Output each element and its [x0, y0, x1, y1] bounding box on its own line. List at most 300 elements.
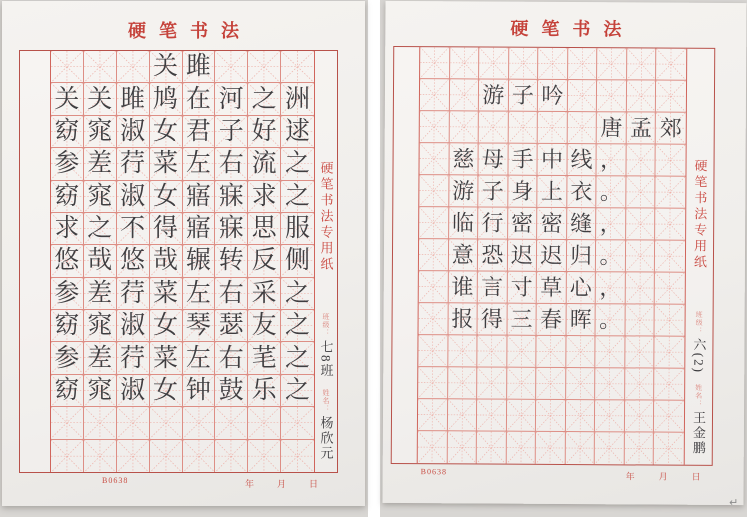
- grid-cell: [150, 407, 183, 439]
- grid-cell: [568, 48, 598, 80]
- grid-cell: [84, 83, 117, 115]
- handwritten-character: 线: [570, 146, 593, 172]
- grid-cell: [51, 375, 84, 407]
- grid-cell: [117, 342, 150, 374]
- grid-cell: [597, 112, 627, 144]
- grid-cell: [508, 176, 538, 208]
- binding-margin: [20, 51, 51, 472]
- grid-cell: [567, 240, 597, 272]
- grid-cell: [597, 48, 627, 80]
- cell-guides-icon: [51, 407, 83, 438]
- paper-code: B0638: [420, 467, 448, 477]
- grid-cell: [537, 304, 567, 336]
- handwritten-character: 辗: [185, 247, 211, 275]
- cell-guides-icon: [477, 399, 506, 430]
- grid-cell: [84, 181, 117, 213]
- sheet-border-box: [19, 50, 338, 473]
- handwritten-character: 逑: [285, 117, 311, 145]
- handwritten-character: 悠: [54, 247, 80, 275]
- handwritten-character: 采: [251, 279, 277, 307]
- cell-guides-icon: [418, 431, 447, 463]
- cell-guides-icon: [509, 48, 538, 79]
- grid-cell: [183, 278, 216, 310]
- cell-guides-icon: [625, 304, 654, 335]
- grid-cell: [281, 51, 314, 83]
- paper-type-label: 硬笔书法专用纸: [318, 161, 334, 273]
- cell-guides-icon: [248, 407, 280, 438]
- handwritten-character: 之: [251, 85, 277, 113]
- grid-cell: [150, 245, 183, 277]
- binding-margin: [392, 47, 421, 463]
- handwritten-character: ，: [599, 210, 622, 236]
- grid-cell: [248, 116, 281, 148]
- handwritten-character: 三: [510, 306, 533, 332]
- cell-guides-icon: [627, 80, 656, 111]
- handwritten-character: 之: [285, 312, 311, 340]
- cell-guides-icon: [625, 400, 654, 431]
- handwritten-character: 谁: [451, 273, 474, 299]
- grid-cell: [281, 116, 314, 148]
- handwritten-character: 左: [185, 150, 211, 178]
- grid-cell: [625, 336, 655, 368]
- cell-guides-icon: [248, 51, 280, 82]
- handwritten-character: 窕: [87, 312, 113, 340]
- grid-cell: [479, 47, 509, 79]
- grid-cell: [538, 48, 568, 80]
- handwritten-character: 春: [540, 306, 563, 332]
- grid-cell: [627, 48, 657, 80]
- grid-cell: [654, 401, 684, 433]
- grid-cell: [183, 342, 216, 374]
- grid-cell: [51, 181, 84, 213]
- cell-guides-icon: [567, 112, 596, 143]
- handwritten-character: 寐: [218, 182, 244, 210]
- cell-guides-icon: [656, 81, 686, 112]
- grid-cell: [509, 80, 539, 112]
- grid-cell: [51, 310, 84, 342]
- handwritten-character: 菜: [153, 344, 179, 372]
- handwritten-character: 反: [251, 247, 277, 275]
- handwritten-character: 不: [120, 215, 146, 243]
- grid-cell: [150, 51, 183, 83]
- handwritten-character: 悠: [120, 247, 146, 275]
- cell-guides-icon: [565, 432, 594, 464]
- handwritten-character: 君: [185, 117, 211, 145]
- cell-guides-icon: [183, 440, 215, 472]
- grid-cell: [449, 207, 479, 239]
- grid-cell: [84, 213, 117, 245]
- paper-type-label: 硬笔书法专用纸: [691, 158, 708, 271]
- grid-cell: [117, 213, 150, 245]
- grid-cell: [84, 375, 117, 407]
- cell-guides-icon: [625, 368, 654, 399]
- handwritten-character: 右: [218, 150, 244, 178]
- grid-cell: [625, 368, 655, 400]
- handwritten-character: 瑟: [218, 312, 244, 340]
- cell-guides-icon: [84, 440, 116, 472]
- grid-cell: [248, 407, 281, 439]
- grid-cell: [248, 342, 281, 374]
- grid-cell: [566, 336, 596, 368]
- cell-guides-icon: [447, 399, 476, 430]
- handwritten-character: 临: [451, 209, 475, 235]
- grid-cell: [183, 148, 216, 180]
- grid-cell: [51, 213, 84, 245]
- grid-cell: [537, 208, 567, 240]
- handwritten-character: 差: [87, 344, 113, 372]
- grid-cell: [281, 342, 314, 374]
- cell-guides-icon: [626, 272, 655, 303]
- handwritten-character: 窈: [54, 117, 80, 145]
- grid-cell: [281, 213, 314, 245]
- grid-cell: [507, 368, 537, 400]
- cell-guides-icon: [625, 336, 654, 367]
- grid-cell: [281, 148, 314, 180]
- grid-cell: [479, 143, 509, 175]
- cell-guides-icon: [477, 335, 506, 366]
- grid-cell: [538, 80, 568, 112]
- grid-cell: [478, 207, 508, 239]
- grid-cell: [150, 310, 183, 342]
- grid-cell: [84, 148, 117, 180]
- grid-cell: [418, 399, 448, 431]
- grid-cell: [537, 240, 567, 272]
- handwritten-character: 窈: [54, 377, 80, 405]
- grid-cell: [150, 440, 183, 472]
- grid-cell: [215, 310, 248, 342]
- handwritten-character: 言: [481, 273, 504, 300]
- name-label: 姓名：: [322, 388, 330, 413]
- grid-cell: [448, 303, 478, 335]
- handwritten-character: 洲: [285, 85, 311, 113]
- grid-cell: [448, 335, 478, 367]
- grid-cell: [449, 175, 479, 207]
- grid-cell: [51, 407, 84, 439]
- grid-cell: [150, 181, 183, 213]
- grid-cell: [507, 336, 537, 368]
- grid-cell: [418, 431, 448, 463]
- handwritten-character: 女: [153, 182, 179, 210]
- grid-cell: [448, 239, 478, 271]
- sheet-border-box: [391, 46, 716, 466]
- cell-guides-icon: [507, 368, 536, 399]
- handwritten-character: 寸: [510, 274, 533, 300]
- cell-guides-icon: [449, 111, 478, 142]
- practice-grid: [418, 47, 687, 465]
- month-label: 月: [277, 479, 287, 489]
- cell-guides-icon: [537, 336, 566, 367]
- handwritten-character: 右: [218, 279, 244, 307]
- handwritten-character: 流: [251, 150, 277, 178]
- grid-cell: [478, 175, 508, 207]
- cell-guides-icon: [597, 48, 626, 79]
- cell-guides-icon: [507, 336, 536, 367]
- grid-cell: [595, 432, 625, 464]
- handwritten-character: 寤: [185, 182, 211, 210]
- grid-cell: [183, 440, 216, 472]
- grid-cell: [117, 148, 150, 180]
- grid-cell: [281, 181, 314, 213]
- grid-cell: [626, 208, 656, 240]
- grid-cell: [449, 79, 479, 111]
- grid-cell: [248, 440, 281, 472]
- grid-cell: [420, 111, 450, 143]
- grid-cell: [566, 368, 596, 400]
- handwritten-character: 报: [451, 305, 474, 331]
- grid-cell: [281, 245, 314, 277]
- handwritten-character: 孟: [629, 114, 653, 141]
- grid-cell: [117, 51, 150, 83]
- handwritten-character: 参: [54, 150, 80, 178]
- handwritten-character: 哉: [87, 247, 113, 275]
- handwritten-character: 吟: [541, 82, 564, 108]
- handwritten-character: 手: [511, 146, 534, 172]
- grid-cell: [420, 79, 450, 111]
- grid-cell: [537, 336, 567, 368]
- cell-guides-icon: [449, 79, 478, 110]
- grid-cell: [150, 83, 183, 115]
- grid-cell: [655, 273, 685, 305]
- handwritten-character: 关: [153, 53, 179, 81]
- grid-cell: [566, 304, 596, 336]
- handwritten-character: 荇: [120, 344, 146, 372]
- cell-guides-icon: [281, 440, 314, 472]
- class-field: [317, 313, 336, 379]
- handwritten-character: 关: [54, 85, 80, 113]
- grid-cell: [281, 375, 314, 407]
- name-label: 姓名：: [694, 383, 703, 409]
- grid-cell: [567, 208, 597, 240]
- cell-guides-icon: [51, 440, 83, 472]
- stray-return-mark: ↵: [729, 496, 739, 509]
- cell-guides-icon: [419, 175, 448, 206]
- grid-cell: [117, 407, 150, 439]
- cell-guides-icon: [596, 336, 625, 367]
- cell-guides-icon: [51, 51, 83, 82]
- handwritten-character: 身: [511, 178, 534, 204]
- grid-cell: [117, 83, 150, 115]
- cell-guides-icon: [655, 337, 685, 368]
- grid-cell: [117, 278, 150, 310]
- grid-cell: [281, 407, 314, 439]
- handwritten-character: 差: [87, 279, 113, 307]
- grid-cell: [51, 148, 84, 180]
- handwritten-character: 子: [218, 117, 244, 145]
- class-label: 班级：: [322, 313, 330, 337]
- cell-guides-icon: [420, 111, 449, 142]
- handwritten-character: 窕: [87, 182, 113, 210]
- grid-cell: [626, 176, 656, 208]
- cell-guides-icon: [419, 271, 448, 302]
- handwritten-character: 菜: [153, 279, 179, 307]
- grid-cell: [655, 241, 685, 273]
- handwritten-character: 雎: [185, 53, 211, 81]
- page-header-title: 硬笔书法: [128, 21, 252, 41]
- cell-guides-icon: [654, 401, 684, 432]
- page-photo-right: [380, 0, 747, 517]
- cell-guides-icon: [656, 177, 686, 208]
- handwritten-character: 钟: [185, 377, 211, 405]
- grid-cell: [447, 399, 477, 431]
- grid-cell: [625, 432, 655, 464]
- handwritten-character: ，: [600, 146, 623, 172]
- handwritten-character: 乐: [251, 377, 277, 405]
- handwritten-character: 女: [153, 117, 179, 145]
- grid-cell: [597, 80, 627, 112]
- handwritten-character: 淑: [120, 312, 146, 340]
- handwritten-character: 河: [218, 85, 244, 113]
- handwritten-character: 缝: [570, 210, 593, 236]
- grid-cell: [51, 116, 84, 148]
- handwritten-character: 窈: [54, 182, 80, 210]
- handwritten-character: 参: [54, 344, 80, 372]
- class-value-handwritten: 七8班: [318, 340, 334, 379]
- handwritten-character: 菜: [153, 150, 179, 178]
- cell-guides-icon: [150, 407, 182, 438]
- cell-guides-icon: [536, 432, 565, 464]
- year-label: 年: [625, 471, 635, 482]
- cell-guides-icon: [566, 368, 595, 399]
- handwritten-character: 在: [185, 85, 211, 113]
- grid-cell: [183, 181, 216, 213]
- grid-cell: [625, 400, 655, 432]
- grid-cell: [537, 176, 567, 208]
- grid-cell: [656, 145, 686, 177]
- grid-cell: [509, 48, 539, 80]
- cell-guides-icon: [627, 48, 656, 79]
- grid-cell: [51, 83, 84, 115]
- name-value-handwritten: 杨欣元: [318, 415, 334, 461]
- handwritten-character: 窕: [87, 117, 113, 145]
- grid-cell: [248, 51, 281, 83]
- grid-cell: [215, 51, 248, 83]
- handwritten-character: 左: [185, 344, 211, 372]
- page-photo-left: [0, 0, 368, 517]
- cell-guides-icon: [566, 400, 595, 431]
- handwritten-character: 游: [452, 177, 475, 203]
- grid-cell: [448, 271, 478, 303]
- grid-cell: [420, 47, 450, 79]
- cell-guides-icon: [84, 51, 116, 82]
- grid-cell: [477, 335, 507, 367]
- cell-guides-icon: [477, 367, 506, 398]
- grid-cell: [150, 116, 183, 148]
- page-header-title: 硬笔书法: [510, 18, 635, 40]
- grid-cell: [507, 304, 537, 336]
- cell-guides-icon: [655, 273, 685, 304]
- handwritten-character: 哉: [153, 247, 179, 275]
- grid-cell: [183, 51, 216, 83]
- grid-cell: [567, 112, 597, 144]
- handwritten-character: 右: [218, 344, 244, 372]
- cell-guides-icon: [150, 440, 182, 472]
- cell-guides-icon: [656, 209, 686, 240]
- grid-cell: [626, 144, 656, 176]
- grid-cell: [508, 144, 538, 176]
- handwritten-character: 得: [480, 305, 504, 332]
- handwritten-character: ，: [599, 274, 622, 300]
- grid-cell: [117, 181, 150, 213]
- grid-cell: [84, 51, 117, 83]
- grid-cell: [477, 431, 507, 463]
- handwritten-character: 衣: [570, 178, 593, 204]
- cell-guides-icon: [626, 176, 655, 207]
- grid-cell: [281, 278, 314, 310]
- cell-guides-icon: [595, 400, 624, 431]
- grid-cell: [215, 213, 248, 245]
- cell-guides-icon: [418, 335, 447, 366]
- handwritten-character: 草: [540, 274, 563, 300]
- handwritten-character: 左: [185, 279, 211, 307]
- handwritten-character: 好: [251, 117, 277, 145]
- handwritten-character: 之: [87, 215, 113, 243]
- grid-cell: [215, 440, 248, 472]
- grid-cell: [281, 310, 314, 342]
- grid-cell: [479, 79, 509, 111]
- grid-cell: [419, 239, 449, 271]
- grid-cell: [150, 148, 183, 180]
- grid-cell: [478, 239, 508, 271]
- cell-guides-icon: [506, 432, 535, 464]
- handwritten-character: 之: [285, 377, 311, 405]
- handwritten-character: 归: [569, 242, 593, 268]
- grid-cell: [627, 112, 657, 144]
- grid-cell: [625, 304, 655, 336]
- handwritten-character: 淑: [120, 117, 146, 145]
- handwritten-character: 女: [153, 312, 179, 340]
- cell-guides-icon: [419, 207, 448, 238]
- handwritten-character: 密: [511, 210, 534, 236]
- cell-guides-icon: [84, 407, 116, 438]
- grid-cell: [248, 245, 281, 277]
- handwritten-character: 之: [285, 150, 311, 178]
- cell-guides-icon: [626, 144, 655, 175]
- handwritten-character: 琴: [185, 312, 211, 340]
- grid-cell: [536, 432, 566, 464]
- handwritten-character: 关: [87, 85, 113, 113]
- class-value-handwritten: 六(2): [691, 337, 707, 375]
- handwritten-character: 思: [251, 215, 277, 243]
- cell-guides-icon: [655, 369, 685, 400]
- handwritten-character: 唐: [600, 114, 623, 140]
- grid-cell: [215, 342, 248, 374]
- grid-cell: [596, 272, 626, 304]
- paper-sheet: [2, 1, 365, 506]
- grid-cell: [419, 143, 449, 175]
- grid-cell: [595, 400, 625, 432]
- grid-cell: [150, 342, 183, 374]
- grid-cell: [447, 431, 477, 463]
- grid-cell: [508, 240, 538, 272]
- grid-cell: [183, 310, 216, 342]
- grid-cell: [215, 83, 248, 115]
- handwritten-character: 淑: [120, 377, 146, 405]
- grid-cell: [508, 112, 538, 144]
- handwritten-character: 迟: [540, 242, 563, 268]
- handwritten-character: 求: [251, 182, 277, 210]
- paper-sheet: [382, 1, 746, 505]
- grid-cell: [536, 368, 566, 400]
- handwritten-character: 求: [54, 215, 80, 243]
- grid-cell: [565, 432, 595, 464]
- grid-cell: [536, 400, 566, 432]
- grid-cell: [449, 143, 479, 175]
- side-margin: [684, 49, 715, 465]
- cell-guides-icon: [656, 145, 686, 176]
- handwritten-character: 。: [599, 178, 623, 204]
- name-field: [689, 384, 708, 456]
- grid-cell: [84, 245, 117, 277]
